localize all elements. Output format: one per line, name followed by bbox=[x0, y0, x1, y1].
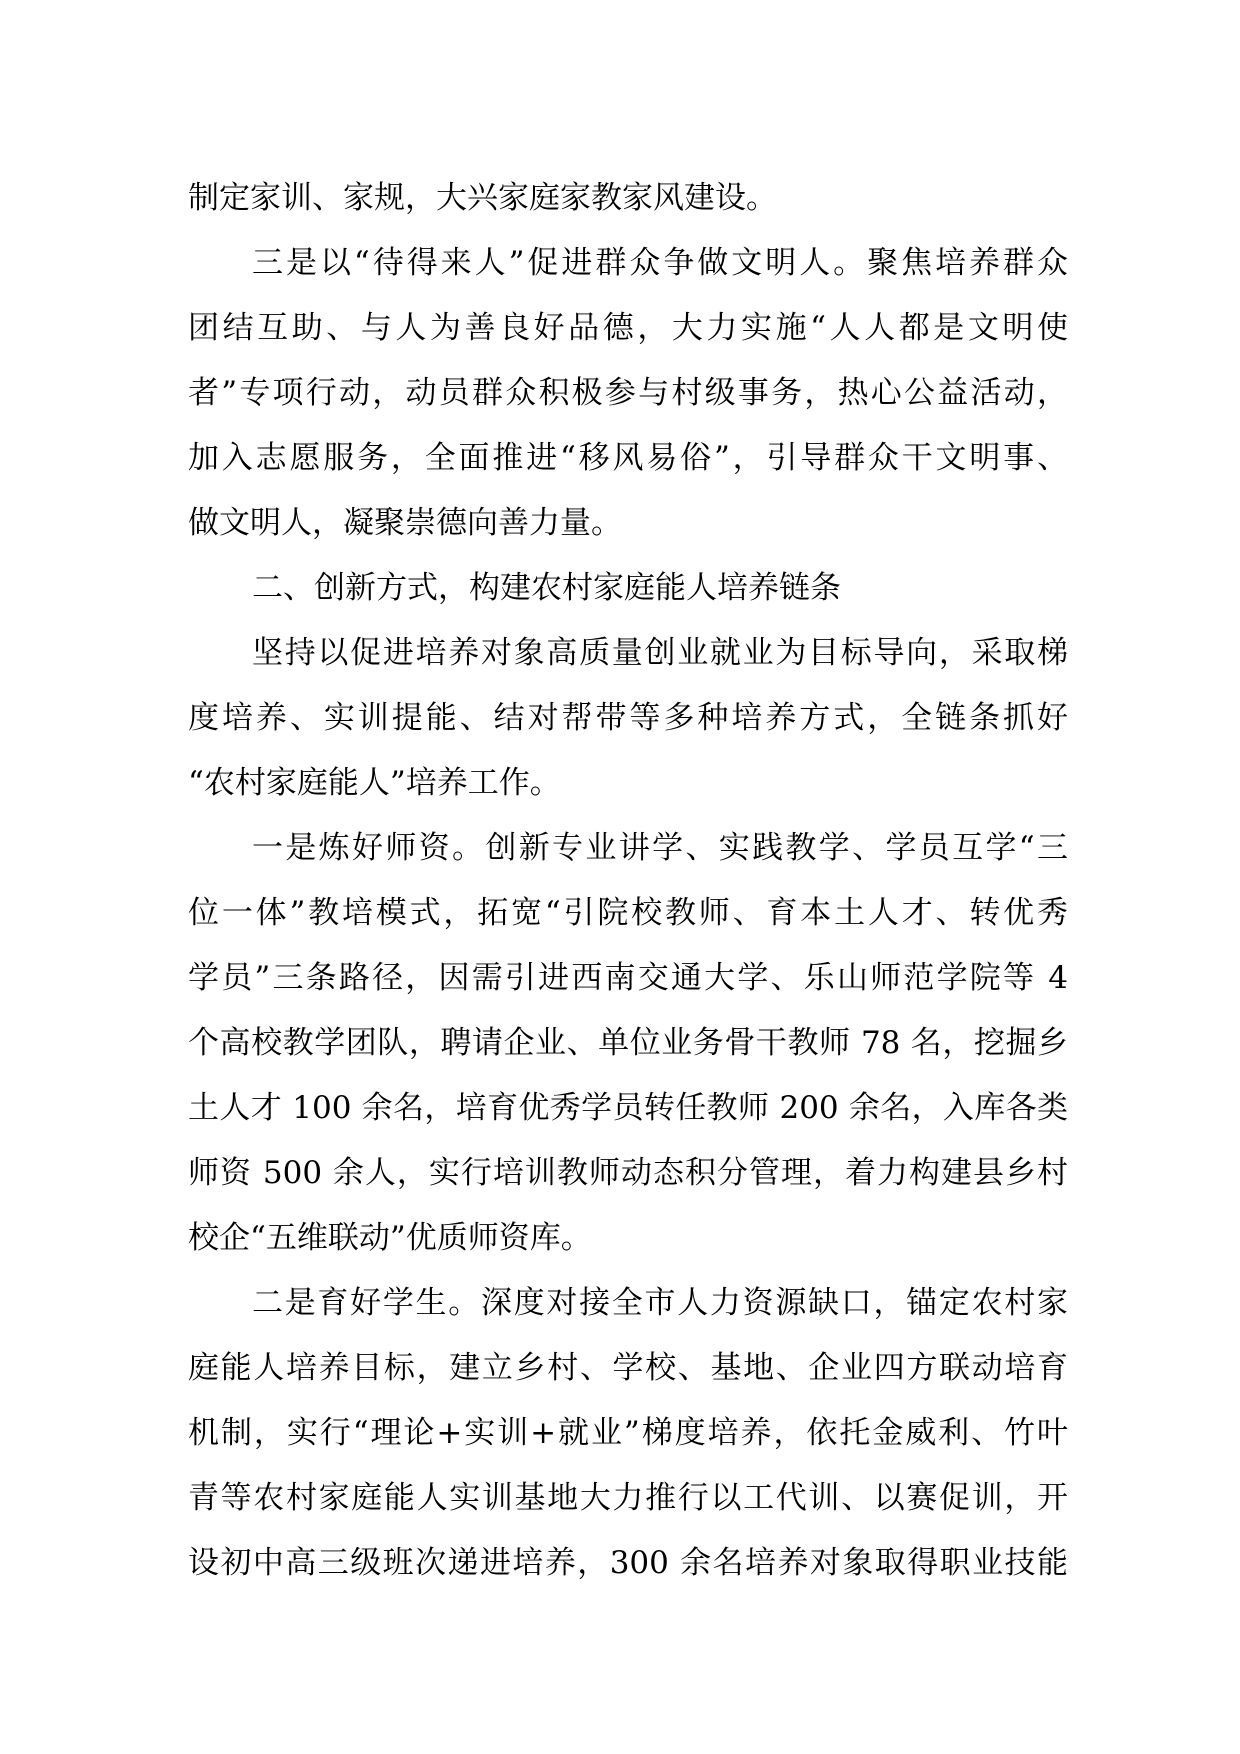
section-heading: 二、创新方式，构建农村家庭能人培养链条 bbox=[252, 570, 841, 606]
text-line: 制定家训、家规，大兴家庭家教家风建设。 bbox=[188, 180, 777, 216]
paragraph-first-line: 一是炼好师资。创新专业讲学、实践教学、学员互学“三 bbox=[252, 830, 1068, 866]
paragraph-first-line: 三是以“待得来人”促进群众争做文明人。聚焦培养群众 bbox=[252, 245, 1068, 281]
text-line: 庭能人培养目标，建立乡村、学校、基地、企业四方联动培育 bbox=[188, 1350, 1068, 1386]
text-line: 学员”三条路径，因需引进西南交通大学、乐山师范学院等 4 bbox=[188, 960, 1068, 996]
text-line: 青等农村家庭能人实训基地大力推行以工代训、以赛促训，开 bbox=[188, 1480, 1068, 1516]
text-line: “农村家庭能人”培养工作。 bbox=[188, 765, 561, 801]
text-line: 土人才 100 余名，培育优秀学员转任教师 200 余名，入库各类 bbox=[188, 1090, 1068, 1126]
text-line: 校企“五维联动”优质师资库。 bbox=[188, 1220, 592, 1256]
text-line: 位一体”教培模式，拓宽“引院校教师、育本土人才、转优秀 bbox=[188, 895, 1068, 931]
text-line: 个高校教学团队，聘请企业、单位业务骨干教师 78 名，挖掘乡 bbox=[188, 1025, 1068, 1061]
paragraph-first-line: 坚持以促进培养对象高质量创业就业为目标导向，采取梯 bbox=[252, 635, 1068, 671]
text-line: 设初中高三级班次递进培养，300 余名培养对象取得职业技能 bbox=[188, 1545, 1068, 1581]
paragraph-first-line: 二是育好学生。深度对接全市人力资源缺口，锚定农村家 bbox=[252, 1285, 1068, 1321]
text-line: 机制，实行“理论+实训+就业”梯度培养，依托金威利、竹叶 bbox=[188, 1415, 1068, 1451]
text-line: 者”专项行动，动员群众积极参与村级事务，热心公益活动， bbox=[188, 375, 1068, 411]
text-line: 做文明人，凝聚崇德向善力量。 bbox=[188, 505, 622, 541]
text-line: 加入志愿服务，全面推进“移风易俗”，引导群众干文明事、 bbox=[188, 440, 1068, 476]
document-body bbox=[188, 166, 1068, 1596]
text-line: 度培养、实训提能、结对帮带等多种培养方式，全链条抓好 bbox=[188, 700, 1068, 736]
text-line: 师资 500 余人，实行培训教师动态积分管理，着力构建县乡村 bbox=[188, 1155, 1068, 1191]
text-line: 团结互助、与人为善良好品德，大力实施“人人都是文明使 bbox=[188, 310, 1068, 346]
